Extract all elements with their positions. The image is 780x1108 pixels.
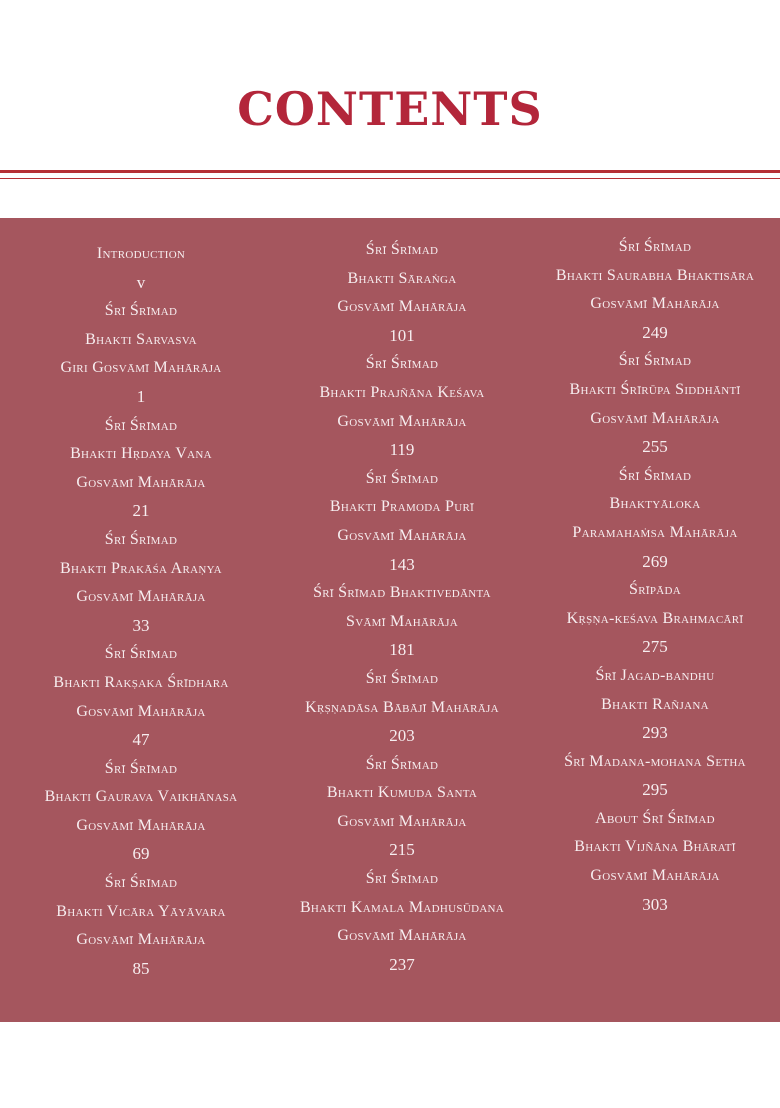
toc-entry[interactable] [530,662,780,748]
toc-entry-title-line: Bhakti Kumuda Santa [326,784,478,802]
toc-entry[interactable] [530,576,780,662]
toc-entry-title-line: Bhakti Prajñāna Keśava [319,383,485,401]
toc-entry-title-line: Bhakti Kamala Madhusūdana [299,898,505,916]
toc-entry-title-line: Bhakti Rañjana [601,695,709,713]
toc-entry-title-line: Bhakti Śrīrūpa Siddhāntī [569,380,741,398]
toc-entry-title-line: Gosvāmī Mahārāja [76,816,206,834]
toc-entry-title-line: Bhakti Gaurava Vaikhānasa [44,788,238,806]
toc-page-number: 275 [642,637,668,657]
toc-entry[interactable] [282,350,522,464]
header-rule-thin [0,178,780,179]
toc-entry-title-line: Śrī Śrīmad [104,759,178,777]
toc-entry-title-line: Śrī Śrīmad [104,416,178,434]
toc-page-number: 69 [132,844,150,864]
toc-page-number: 215 [389,840,415,860]
toc-entry-title-line: Bhakti Sarvasva [85,330,197,348]
toc-entry-title-line: Śrī Śrīmad [365,355,439,373]
toc-entry-title-line: Gosvāmī Mahārāja [590,867,720,885]
toc-entry-title-line: Śrī Śrīmad [104,302,178,320]
toc-entry-title-line: Śrīpāda [629,581,681,599]
toc-entry-title-line: Gosvāmī Mahārāja [337,812,467,830]
toc-page-number: 119 [389,440,415,460]
contents-panel [0,218,780,1022]
toc-entry[interactable] [530,748,780,805]
toc-entry-title-line: Bhakti Saurabha Bhaktisāra [555,266,755,284]
toc-entry[interactable] [282,665,522,751]
toc-page-number: 1 [136,386,146,406]
toc-entry-title-line: Śrī Madana-mohana Setha [564,752,746,770]
toc-entry[interactable] [282,579,522,665]
toc-entry-title-line: Paramahaṁsa Mahārāja [572,523,738,541]
toc-entry-title-line: Gosvāmī Mahārāja [337,298,467,316]
toc-entry-title-line: Bhakti Pramoda Purī [329,498,475,516]
toc-entry-title-line: Gosvāmī Mahārāja [76,473,206,491]
toc-entry-title-line: Śrī Śrīmad [104,530,178,548]
toc-page-number: 47 [132,730,150,750]
toc-entry-title-line: Bhakti Hṛdaya Vana [70,445,212,463]
toc-entry[interactable] [282,236,522,350]
toc-entry-title-line: Bhakti Sāraṅga [347,269,457,287]
toc-entry-title-line: Bhakti Rakṣaka Śrīdhara [53,673,229,691]
toc-page-number: 181 [389,640,415,660]
toc-entry-title-line: Gosvāmī Mahārāja [590,409,720,427]
toc-entry[interactable] [530,805,780,919]
toc-entry-title-line: Śrī Śrīmad [365,755,439,773]
toc-page-number: 293 [642,723,668,743]
toc-entry-title-line: Gosvāmī Mahārāja [337,526,467,544]
toc-entry-title-line: Svāmī Mahārāja [346,612,458,630]
toc-page-number: 85 [132,958,150,978]
contents-column-middle [282,218,522,979]
toc-page-number: 21 [132,501,150,521]
toc-entry-title-line: Śrī Śrīmad [618,352,692,370]
toc-page-number: 203 [389,726,415,746]
toc-entry-title-line: Śrī Śrīmad [618,238,692,255]
toc-entry-title-line: Gosvāmī Mahārāja [337,412,467,430]
toc-entry-title-line: Śrī Śrīmad [104,645,178,663]
toc-entry-title-line: Śrī Śrīmad [365,669,439,687]
toc-entry-title-line: Bhakti Prakāśa Araṇya [60,559,222,577]
toc-entry[interactable] [282,465,522,579]
header-rule-thick [0,170,780,173]
toc-page-number: 303 [642,894,668,914]
toc-entry-title-line: Śrī Jagad-bandhu [595,666,715,684]
toc-entry[interactable] [0,755,282,869]
toc-page-number: 249 [642,322,668,342]
toc-entry-title-line: Gosvāmī Mahārāja [590,295,720,313]
toc-entry-title-line: Śrī Śrīmad [365,241,439,258]
toc-page-number: 237 [389,954,415,974]
toc-entry-title-line: Śrī Śrīmad [104,874,178,892]
toc-entry[interactable] [530,462,780,576]
toc-entry-title-line: Bhakti Vicāra Yāyāvara [56,902,226,920]
toc-entry-title-line: Bhakti Vijñāna Bhāratī [574,838,736,856]
toc-page-number: 101 [389,325,415,345]
page-title: CONTENTS [237,82,543,136]
toc-entry-title-line: About Śrī Śrīmad [595,809,715,827]
toc-entry-title-line: Gosvāmī Mahārāja [76,702,206,720]
toc-entry-title-line: Kṛṣṇa-keśava Brahmacārī [566,609,744,627]
toc-page-number: 143 [389,554,415,574]
toc-entry[interactable] [282,751,522,865]
toc-page-number: v [136,272,146,292]
contents-column-right [530,218,780,919]
toc-entry[interactable] [0,297,282,411]
toc-entry-title-line: Gosvāmī Mahārāja [76,931,206,949]
toc-entry-title-line: Introduction [96,245,186,262]
toc-entry[interactable] [0,526,282,640]
toc-page-number: 33 [132,615,150,635]
toc-entry-title-line: Giri Gosvāmī Mahārāja [60,359,222,377]
toc-entry[interactable] [282,865,522,979]
toc-entry-title-line: Śrī Śrīmad [365,870,439,888]
contents-column-left [0,218,282,983]
toc-entry-title-line: Śrī Śrīmad [365,469,439,487]
toc-entry-title-line: Bhaktyāloka [609,495,701,513]
toc-entry-title-line: Śrī Śrīmad [618,466,692,484]
toc-entry[interactable] [530,233,780,347]
toc-entry-title-line: Gosvāmī Mahārāja [337,927,467,945]
toc-entry[interactable] [0,869,282,983]
toc-page-number: 295 [642,780,668,800]
toc-entry-title-line: Śrī Śrīmad Bhaktivedānta [313,584,491,602]
toc-entry[interactable] [0,412,282,526]
toc-entry-title-line: Gosvāmī Mahārāja [76,588,206,606]
toc-entry-title-line: Kṛṣṇadāsa Bābājī Mahārāja [305,698,499,716]
toc-page-number: 255 [642,437,668,457]
toc-entry[interactable] [0,240,282,297]
toc-entry[interactable] [0,640,282,754]
toc-page-number: 269 [642,551,668,571]
toc-entry[interactable] [530,347,780,461]
